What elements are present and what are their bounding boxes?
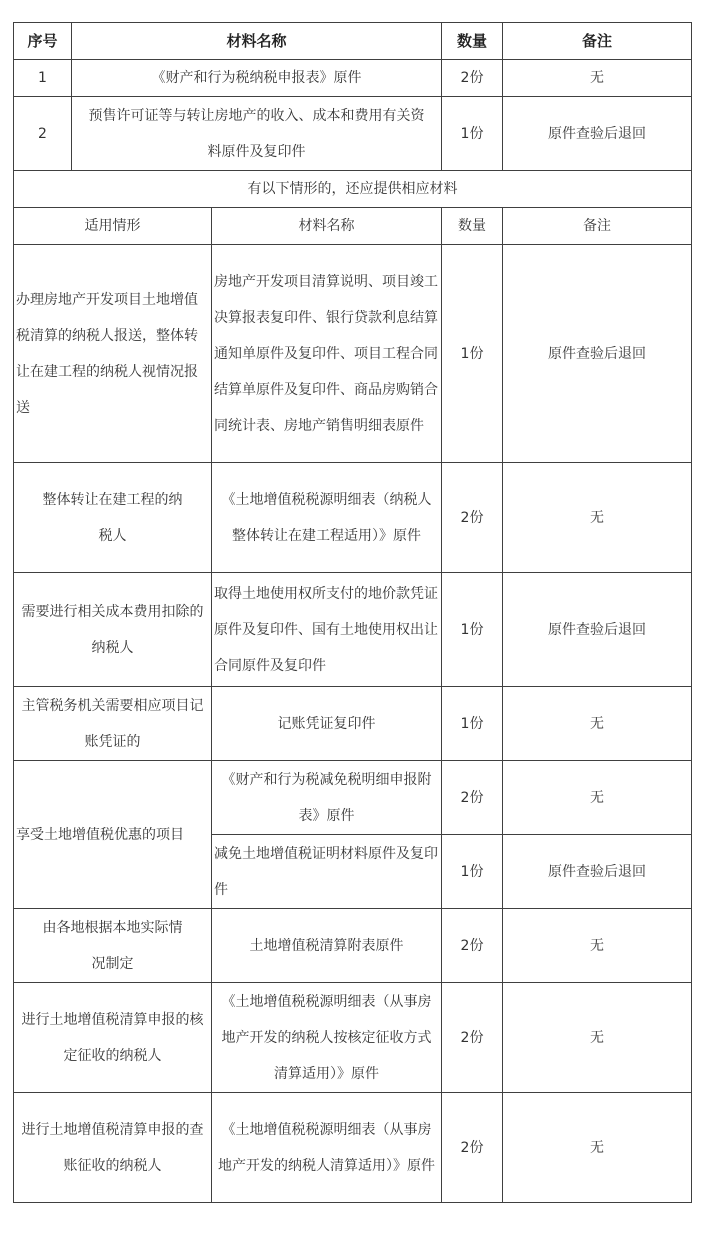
case-material-name: 土地增值税清算附表原件	[212, 909, 442, 983]
case-row	[14, 761, 692, 835]
case-note: 无	[503, 761, 692, 835]
case-qty: 2份	[442, 463, 503, 573]
case-material-name: 《土地增值税税源明细表（从事房地产开发的纳税人清算适用）》原件	[212, 1093, 442, 1203]
table-row	[14, 60, 692, 97]
case-condition: 办理房地产开发项目土地增值税清算的纳税人报送，整体转让在建工程的纳税人视情况报送	[14, 245, 212, 463]
section-note-row	[14, 171, 692, 208]
case-row	[14, 463, 692, 573]
row-note: 原件查验后退回	[503, 97, 692, 171]
row-material-name: 《财产和行为税纳税申报表》原件	[72, 60, 442, 97]
row-note: 无	[503, 60, 692, 97]
case-qty: 1份	[442, 835, 503, 909]
case-qty: 1份	[442, 687, 503, 761]
case-condition: 整体转让在建工程的纳税人	[14, 463, 212, 573]
case-note: 无	[503, 1093, 692, 1203]
sub-header-qty: 数量	[442, 208, 503, 245]
case-note: 无	[503, 909, 692, 983]
case-material-name: 《土地增值税税源明细表（纳税人整体转让在建工程适用）》原件	[212, 463, 442, 573]
table-row	[14, 97, 692, 171]
row-no: 2	[14, 97, 72, 171]
case-note: 原件查验后退回	[503, 573, 692, 687]
case-condition: 进行土地增值税清算申报的查账征收的纳税人	[14, 1093, 212, 1203]
case-note: 无	[503, 463, 692, 573]
case-qty: 2份	[442, 909, 503, 983]
case-condition: 需要进行相关成本费用扣除的纳税人	[14, 573, 212, 687]
case-condition: 由各地根据本地实际情况制定	[14, 909, 212, 983]
section-note: 有以下情形的，还应提供相应材料	[14, 171, 692, 208]
case-row	[14, 687, 692, 761]
header-qty: 数量	[442, 23, 503, 60]
case-row	[14, 1093, 692, 1203]
case-material-name: 房地产开发项目清算说明、项目竣工决算报表复印件、银行贷款利息结算通知单原件及复印件、项目工程合同结算单原件及复印件、商品房购销合同统计表、房地产销售明细表原件	[212, 245, 442, 463]
row-material-name: 预售许可证等与转让房地产的收入、成本和费用有关资料原件及复印件	[72, 97, 442, 171]
case-row	[14, 983, 692, 1093]
case-row	[14, 573, 692, 687]
case-qty: 2份	[442, 1093, 503, 1203]
case-material-name: 《土地增值税税源明细表（从事房地产开发的纳税人按核定征收方式清算适用）》原件	[212, 983, 442, 1093]
case-note: 原件查验后退回	[503, 835, 692, 909]
case-row	[14, 909, 692, 983]
case-qty: 2份	[442, 983, 503, 1093]
case-note: 无	[503, 687, 692, 761]
case-note: 原件查验后退回	[503, 245, 692, 463]
case-condition: 进行土地增值税清算申报的核定征收的纳税人	[14, 983, 212, 1093]
header-no: 序号	[14, 23, 72, 60]
sub-header-note: 备注	[503, 208, 692, 245]
materials-table-container	[13, 22, 691, 1203]
row-qty: 1份	[442, 97, 503, 171]
case-material-name: 记账凭证复印件	[212, 687, 442, 761]
case-condition: 享受土地增值税优惠的项目	[14, 761, 212, 909]
case-qty: 2份	[442, 761, 503, 835]
row-qty: 2份	[442, 60, 503, 97]
header-note: 备注	[503, 23, 692, 60]
sub-header-name: 材料名称	[212, 208, 442, 245]
table-header-row	[14, 23, 692, 60]
case-note: 无	[503, 983, 692, 1093]
case-material-name: 《财产和行为税减免税明细申报附表》原件	[212, 761, 442, 835]
case-material-name: 取得土地使用权所支付的地价款凭证原件及复印件、国有土地使用权出让合同原件及复印件	[212, 573, 442, 687]
case-row	[14, 245, 692, 463]
row-no: 1	[14, 60, 72, 97]
sub-header-case: 适用情形	[14, 208, 212, 245]
sub-header-row	[14, 208, 692, 245]
case-material-name: 减免土地增值税证明材料原件及复印件	[212, 835, 442, 909]
case-condition: 主管税务机关需要相应项目记账凭证的	[14, 687, 212, 761]
case-qty: 1份	[442, 245, 503, 463]
case-qty: 1份	[442, 573, 503, 687]
materials-table	[13, 22, 692, 1203]
header-name: 材料名称	[72, 23, 442, 60]
